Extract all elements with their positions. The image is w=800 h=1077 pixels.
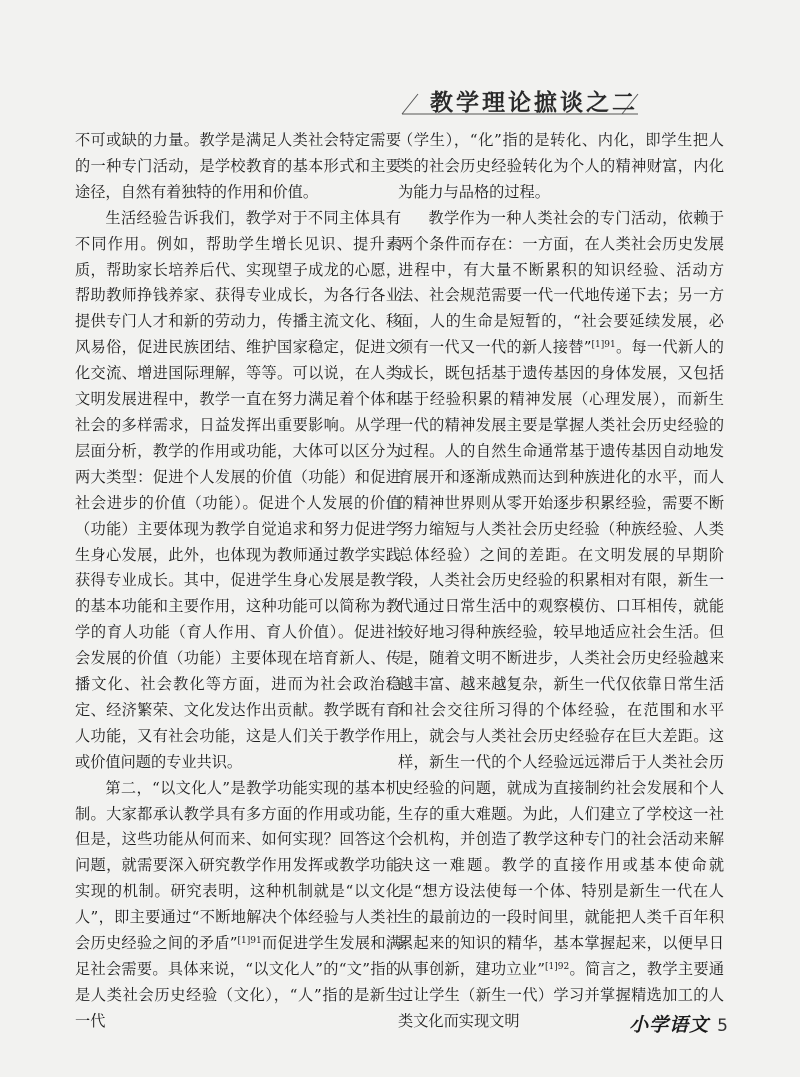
citation-marker: [1]91 — [591, 340, 616, 351]
paragraph-text: 第二，“以文化人”是教学功能实现的基本机制。大家都承认教学具有多方面的作用或功能，但是，这些功能从何而来、如何实现？回答这个问题，就需要深入研究教学作用发挥或教学功能实现的机制。研究表明，这种机制就是“以文化人”，即主要通过“不断地解决个体经验与人类社会历史经验之间的矛盾” — [75, 778, 401, 953]
paragraph — [75, 776, 401, 1035]
paragraph-text: 而促进学生发展和满足社会需要。具体来说，“以文化人”的“文”指的是人类社会历史经验（文化），“人”指的是新生一代 — [75, 934, 402, 1030]
left-column — [75, 128, 401, 1035]
citation-marker: [1]91 — [237, 936, 262, 947]
paragraph-text: 。每一代新人的成长，既包括基于遗传基因的身体发展，又包括基于经验积累的精神发展（心理发展），而新生一代的精神发展主要是掌握人类社会历史经验的过程。人的自然生命通常基于遗传基因自动地发育展开和逐渐成熟而达到种族进化的水平，而人的精神世界则从零开始逐步积累经验，需要不断努力缩短与人类社会历史经验（种族经验、人类总体经验）之间的差距。在文明发展的早期阶段，人类社会历史经验的积累相对有限，新生一代通过日常生活中的观察模仿、口耳相传，就能较好地习得种族经验，较早地适应社会生活。但是，随着文明不断进步，人类社会历史经验越来越丰富、越来越复杂，新生一代仅依靠日常生活和社会交往所习得的个体经验，在范围和水平上，就会与人类社会历史经验存在巨大差距。这样，新生一代的个人经验远远滞后于人类社会历史经验的问题，就成为直接制约社会发展和个人生存的重大难题。为此，人们建立了学校这一社会机构，并创造了教学这种专门的社会活动来解决这一难题。教学的直接作用或基本使命就是“想方设法使每一个体、特别是新生一代在人生的最前边的一段时间里，就能把人类千百年积累起来的知识的精华，基本掌握起来，以便早日从事创新，建功立业” — [398, 338, 724, 978]
paragraph: （学生），“化”指的是转化、内化，即学生把人类的社会历史经验转化为个人的精神财富，内化为能力与品格的过程。 — [398, 131, 724, 201]
citation-marker: [1]92 — [545, 962, 570, 972]
page-header — [0, 0, 800, 130]
paragraph — [398, 206, 724, 1035]
paragraph: 生活经验告诉我们，教学对于不同主体具有不同作用。例如，帮助学生增长见识、提升素质，帮助家长培养后代、实现望子成龙的心愿，帮助教师挣钱养家、获得专业成长，为各行各业提供专门人才和新的劳动力，传播主流文化、移风易俗，促进民族团结、维护国家稳定，促进文化交流、增进国际理解，等等。可以说，在人类文明发展进程中，教学一直在努力满足着个体和社会的多样需求，日益发挥出重要影响。从学理层面分析，教学的作用或功能，大体可以区分为两大类型：促进个人发展的价值（功能）和促进社会进步的价值（功能）。促进个人发展的价值（功能）主要体现为教学自觉追求和努力促进学生身心发展，此外，也体现为教师通过教学实践获得专业成长。其中，促进学生身心发展是教学的基本功能和主要作用，这种功能可以简称为教学的育人功能（育人作用、育人价值）。促进社会发展的价值（功能）主要体现在培育新人、传播文化、社会教化等方面，进而为社会政治稳定、经济繁荣、文化发达作出贡献。教学既有育人功能，又有社会功能，这是人们关于教学作用或价值问题的专业共识。 — [75, 208, 401, 771]
paragraph: 不可或缺的力量。教学是满足人类社会特定需要的一种专门活动，是学校教育的基本形式和主要途径，自然有着独特的作用和价值。 — [75, 131, 401, 201]
paragraph-text: 教学作为一种人类社会的专门活动，依赖于两个条件而存在：一方面，在人类社会历史发展进程中，有大量不断累积的知识经验、活动方法、社会规范需要一代一代地传递下去；另一方面，人的生命是短暂的，“社会要延续发展，必须有一代又一代的新人接替” — [398, 208, 724, 357]
page-footer — [629, 1010, 728, 1037]
paragraph-text: 。简言之，教学主要通过让学生（新生一代）学习并掌握精选加工的人类文化而实现文明 — [398, 960, 725, 1030]
page-number: 5 — [717, 1016, 728, 1036]
right-column — [398, 128, 724, 1035]
header-decoration — [0, 0, 800, 130]
magazine-name: 小学语文 — [629, 1014, 710, 1036]
section-title: 教学理论摭谈之二 — [430, 89, 638, 116]
